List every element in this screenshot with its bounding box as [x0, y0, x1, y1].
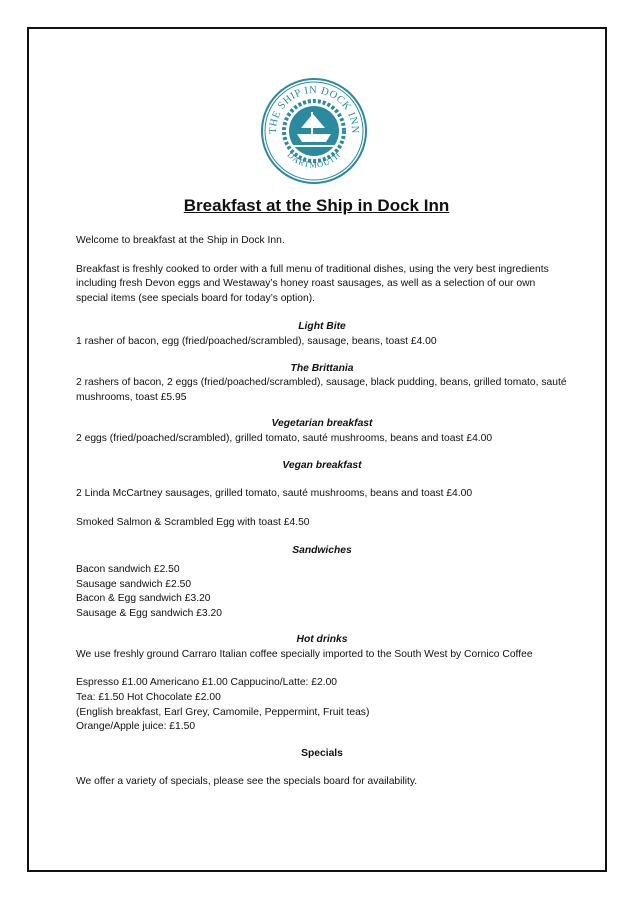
description-text: Breakfast is freshly cooked to order with a full menu of traditional dishes, using the very best ingredients including fresh Devon eggs and Westaway’s honey roast sausages, as well as a selection of our own special items (see specials board for today’s option).: [76, 263, 549, 304]
light-bite-heading: Light Bite: [298, 321, 346, 333]
menu-content: [76, 234, 568, 790]
intro-text: Welcome to breakfast at the Ship in Dock Inn.: [76, 235, 285, 246]
specials-heading: Specials: [301, 747, 343, 759]
drink-item: Orange/Apple juice: £1.50: [76, 721, 196, 733]
vegetarian-heading: Vegetarian breakfast: [271, 418, 373, 430]
light-bite-text: 1 rasher of bacon, egg (fried/poached/scrambled), sausage, beans, toast £4.00: [76, 335, 437, 347]
page-title: Breakfast at the Ship in Dock Inn: [183, 196, 450, 215]
logo-upper-text: THE SHIP IN DOCK INN: [267, 84, 361, 134]
drink-item: Tea: £1.50 Hot Chocolate £2.00: [76, 692, 221, 704]
sandwich-item: Bacon sandwich £2.50: [76, 563, 180, 575]
sandwich-item: Bacon & Egg sandwich £3.20: [76, 593, 211, 605]
vegetarian-text: 2 eggs (fried/poached/scrambled), grilled tomato, sauté mushrooms, beans and toast £4.00: [76, 432, 493, 444]
sandwich-item: Sausage & Egg sandwich £3.20: [76, 607, 222, 619]
inn-logo: [259, 76, 369, 186]
specials-text: We offer a variety of specials, please see the specials board for availability.: [76, 776, 418, 788]
salmon-text: Smoked Salmon & Scrambled Egg with toast £4.50: [76, 516, 310, 528]
sandwich-item: Sausage sandwich £2.50: [76, 578, 192, 590]
vegan-heading: Vegan breakfast: [282, 459, 362, 471]
hot-drinks-heading: Hot drinks: [296, 634, 348, 646]
brittania-heading: The Brittania: [290, 362, 354, 374]
drink-item: Espresso £1.00 Americano £1.00 Cappucino/Latte: £2.00: [76, 677, 338, 689]
hot-drinks-intro: We use freshly ground Carraro Italian coffee specially imported to the South West by Cornico Coffee: [76, 648, 533, 660]
brittania-text: 2 rashers of bacon, 2 eggs (fried/poached/scrambled), sausage, black pudding, beans, grilled tomato, sauté mushrooms, toast £5.95: [76, 377, 567, 403]
sandwiches-heading: Sandwiches: [292, 545, 352, 557]
drink-item: (English breakfast, Earl Grey, Camomile, Peppermint, Fruit teas): [76, 706, 370, 718]
logo-lower-text: DARTMOUTH: [285, 149, 343, 170]
vegan-text: 2 Linda McCartney sausages, grilled tomato, sauté mushrooms, beans and toast £4.00: [76, 488, 473, 500]
